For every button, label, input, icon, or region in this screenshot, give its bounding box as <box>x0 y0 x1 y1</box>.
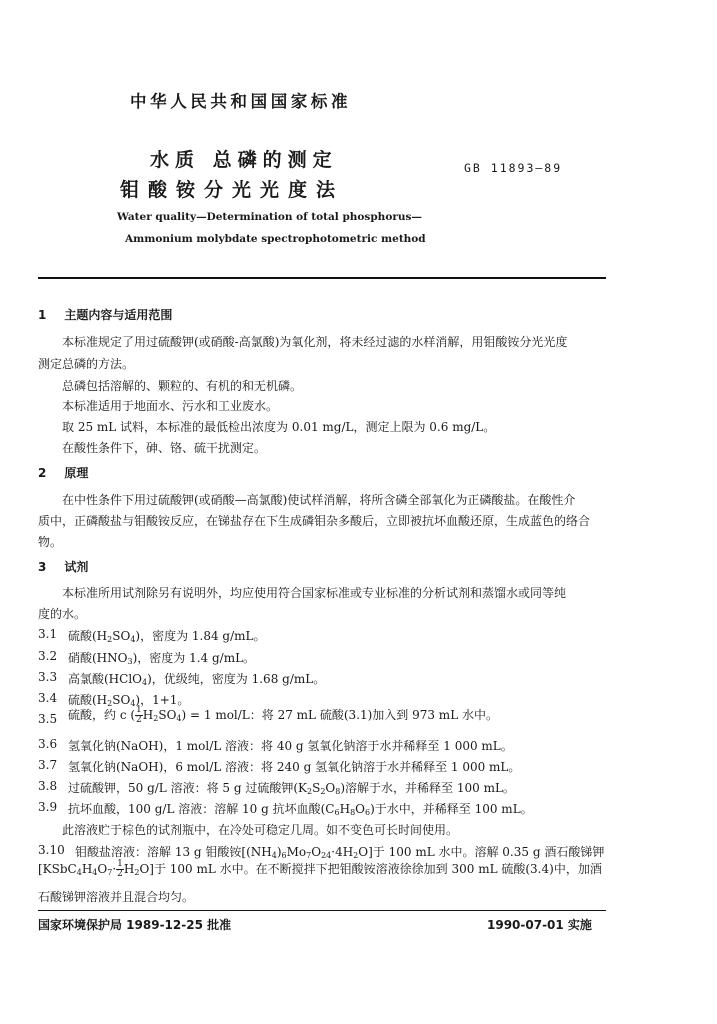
item-number: 3.2 <box>38 649 58 663</box>
section-title: 试剂 <box>64 560 89 574</box>
paragraph: 物。 <box>38 535 63 549</box>
paragraph: 在酸性条件下，砷、铬、硫干扰测定。 <box>62 441 267 455</box>
item-number: 3.6 <box>38 737 58 751</box>
paragraph: 质中，正磷酸盐与钼酸铵反应，在锑盐存在下生成磷钼杂多酸后，立即被抗坏血酸还原，生成蓝色的络合 <box>38 514 591 528</box>
title-line-2: 钼酸铵分光光度法 <box>120 179 345 201</box>
item-number: 3.1 <box>38 627 58 641</box>
reagent-item: 氢氧化钠(NaOH)，1 mol/L 溶液：将 40 g 氢氧化钠溶于水并稀释至 1 000 mL。 <box>68 739 513 753</box>
paragraph: 测定总磷的方法。 <box>38 357 135 371</box>
reagent-item: 硫酸$(H_2SO_4)$，1+1。 <box>68 693 190 708</box>
english-title-line-2: Ammonium molybdate spectrophotometric method <box>125 233 426 245</box>
paragraph: 总磷包括溶解的、颗粒的、有机的和无机磷。 <box>62 379 303 393</box>
paragraph: 取 25 mL 试料，本标准的最低检出浓度为 0.01 mg/L，测定上限为 0.6 mg/L。 <box>62 420 496 434</box>
reagent-item: 过硫酸钾，50 g/L 溶液：将 5 g 过硫酸钾$(K_2S_2O_8)$溶解于水，并稀释至 100 mL。 <box>68 781 515 796</box>
reagent-item-continued: 石酸锑钾溶液并且混合均匀。 <box>38 890 195 904</box>
section-title: 主题内容与适用范围 <box>64 308 173 322</box>
paragraph: 本标准规定了用过硫酸钾(或硝酸-高氯酸)为氧化剂，将未经过滤的水样消解，用钼酸铵分光光度 <box>62 335 568 349</box>
item-number: 3.7 <box>38 758 58 772</box>
section-number: 2 <box>38 466 47 480</box>
english-title-line-1: Water quality—Determination of total phosphorus— <box>117 211 422 223</box>
reagent-item-continued: [$KSbC_4H_4O_7\cdot$ $\frac{1}{2}$ $H_2O$]于 100 mL 水中。在不断搅拌下把钼酸铵溶液徐徐加到 300 mL 硫酸(3.4)中，加酒 <box>38 859 602 879</box>
fraction: $\frac{1}{2}$ <box>117 859 123 879</box>
section-2-heading <box>38 464 88 481</box>
section-number: 3 <box>38 560 47 574</box>
item-number: 3.4 <box>38 691 58 705</box>
paragraph: 度的水。 <box>38 607 87 621</box>
note: 此溶液贮于棕色的试剂瓶中，在冷处可稳定几周。如不变色可长时间使用。 <box>62 823 459 837</box>
paragraph: 本标准所用试剂除另有说明外，均应使用符合国家标准或专业标准的分析试剂和蒸馏水或同等纯 <box>62 586 567 600</box>
reagent-item: 硫酸，约 c ( $\frac{1}{2}$ $H_2SO_4) = 1$ mol/L：将 27 mL 硫酸(3.1)加入到 973 mL 水中。 <box>68 705 498 725</box>
paragraph: 本标准适用于地面水、污水和工业废水。 <box>62 399 279 413</box>
title-line-1: 水质 总磷的测定 <box>150 149 338 171</box>
reagent-item: 钼酸盐溶液：溶解 13 g 钼酸铵$[(NH_4)_6Mo_7O_{24}\cdot 4H_2O]$于 100 mL 水中。溶解 0.35 g 酒石酸锑钾 <box>75 845 605 860</box>
header-rule <box>38 277 606 279</box>
footer-rule <box>38 910 606 911</box>
paragraph: 在中性条件下用过硫酸钾(或硝酸—高氯酸)使试样消解，将所含磷全部氧化为正磷酸盐。在酸性介 <box>62 493 576 507</box>
approval-line: 国家环境保护局 1989-12-25 批准 <box>38 918 232 932</box>
section-number: 1 <box>38 308 47 322</box>
section-3-heading <box>38 558 88 575</box>
reagent-item: 氢氧化钠(NaOH)，6 mol/L 溶液：将 240 g 氢氧化钠溶于水并稀释至 1 000 mL。 <box>68 760 521 774</box>
section-title: 原理 <box>64 466 89 480</box>
section-1-heading <box>38 306 172 323</box>
item-number: 3.9 <box>38 800 58 814</box>
item-number: 3.8 <box>38 779 58 793</box>
item-number: 3.3 <box>38 670 58 684</box>
standard-authority: 中华人民共和国国家标准 <box>130 92 352 111</box>
fraction: $\frac{1}{2}$ <box>136 705 142 725</box>
reagent-item: 硝酸$(HNO_3)$，密度为 1.4 g/mL。 <box>68 651 256 666</box>
reagent-item: 高氯酸(HClO$_4$)，优级纯，密度为 1.68 g/mL。 <box>68 672 326 687</box>
implementation-line: 1990-07-01 实施 <box>487 918 592 932</box>
standard-number: GB 11893—89 <box>464 161 563 175</box>
reagent-item: 抗坏血酸，100 g/L 溶液：溶解 10 g 抗坏血酸$(C_6H_8O_6)$于水中，并稀释至 100 mL。 <box>68 802 533 817</box>
reagent-item: 硫酸$(H_2SO_4)$，密度为 1.84 g/mL。 <box>68 629 266 644</box>
item-number: 3.5 <box>38 712 58 726</box>
item-number: 3.10 <box>38 843 65 857</box>
